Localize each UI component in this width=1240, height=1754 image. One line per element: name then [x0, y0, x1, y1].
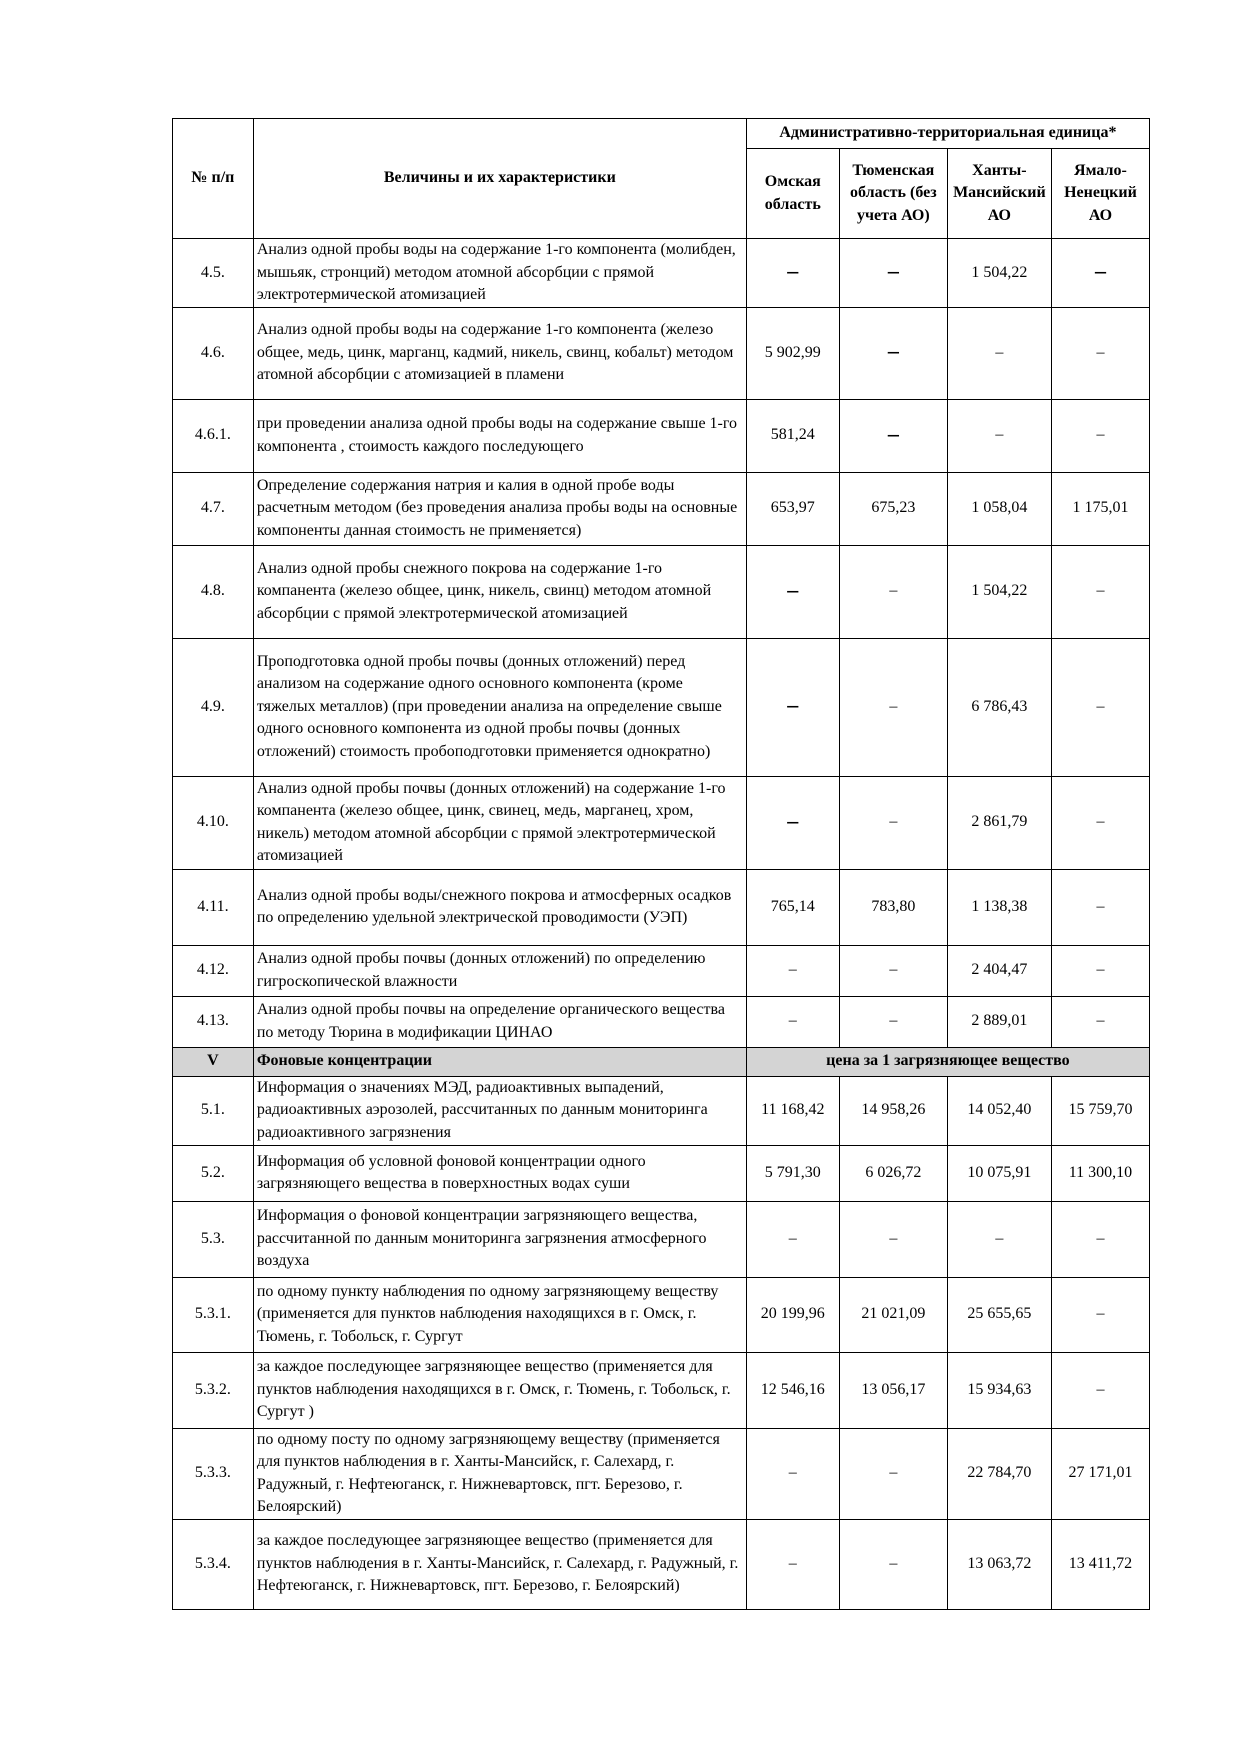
value-text: 765,14: [770, 897, 815, 915]
header-region-tyumen: Тюменская область (без учета АО): [839, 149, 947, 239]
row-number: 5.3.4.: [173, 1519, 254, 1609]
row-value: [839, 945, 947, 996]
row-value: [1051, 945, 1149, 996]
row-value: [839, 776, 947, 869]
value-text: 581,24: [770, 426, 815, 444]
value-text: 13 056,17: [861, 1380, 926, 1398]
row-value: [947, 545, 1051, 638]
row-value: [746, 399, 839, 472]
row-value: [746, 638, 839, 776]
row-value: [1051, 776, 1149, 869]
row-value: [1051, 239, 1149, 308]
row-value: [839, 1076, 947, 1145]
row-number: 5.3.1.: [173, 1277, 254, 1352]
value-text: –: [1096, 343, 1105, 361]
row-number: 4.13.: [173, 996, 254, 1047]
row-description: Информация о значениях МЭД, радиоактивных выпадений, радиоактивных аэрозолей, рассчитанных по данным мониторинга радиоактивного загрязнения: [253, 1076, 746, 1145]
value-text: 11 300,10: [1068, 1163, 1133, 1181]
row-number: 4.5.: [173, 239, 254, 308]
row-description: по одному пункту наблюдения по одному загрязняющему веществу (применяется для пунктов наблюдения находящихся в г. Омск, г. Тюмень, г. Тобольск, г. Сургут: [253, 1277, 746, 1352]
row-value: [947, 307, 1051, 399]
row-value: [839, 1519, 947, 1609]
section-number: V: [173, 1047, 254, 1076]
row-number: 4.8.: [173, 545, 254, 638]
value-text: –: [889, 961, 898, 979]
row-value: [1051, 399, 1149, 472]
row-value: [746, 307, 839, 399]
row-number: 5.3.3.: [173, 1428, 254, 1519]
table-row: [173, 1519, 1150, 1609]
row-value: [1051, 638, 1149, 776]
value-text: –: [889, 1464, 898, 1482]
row-description: Анализ одной пробы почвы (донных отложений) на содержание 1-го компанента (железо общее, цинк, свинец, медь, марганец, хром, никель) методом атомной абсорбции с прямой электротермической атомизацией: [253, 776, 746, 869]
row-number: 4.9.: [173, 638, 254, 776]
row-value: [947, 1145, 1051, 1201]
value-text: –: [1096, 1380, 1105, 1398]
row-value: [1051, 1201, 1149, 1277]
row-description: по одному посту по одному загрязняющему веществу (применяется для пунктов наблюдения в г. Ханты-Мансийск, г. Салехард, г. Радужный, г. Нефтеюганск, г. Нижневартовск, пгт. Березово, г. Белоярский): [253, 1428, 746, 1519]
row-description: за каждое последующее загрязняющее вещество (применяется для пунктов наблюдения находящихся в г. Омск, г. Тюмень, г. Тобольск, г. Сургут ): [253, 1352, 746, 1428]
row-value: [839, 239, 947, 308]
row-description: Информация о фоновой концентрации загрязняющего вещества, рассчитанной по данным мониторинга загрязнения атмосферного воздуха: [253, 1201, 746, 1277]
row-value: [839, 869, 947, 945]
row-value: [1051, 472, 1149, 545]
value-text: 14 958,26: [861, 1101, 926, 1119]
row-number: 5.2.: [173, 1145, 254, 1201]
value-text: –: [887, 258, 899, 283]
value-text: 5 902,99: [764, 343, 821, 361]
value-text: –: [889, 582, 898, 600]
row-value: [1051, 996, 1149, 1047]
value-text: –: [788, 1229, 797, 1247]
value-text: –: [889, 813, 898, 831]
table-row: [173, 239, 1150, 308]
value-text: 22 784,70: [967, 1464, 1032, 1482]
value-text: 10 075,91: [967, 1163, 1032, 1181]
row-description: Анализ одной пробы воды на содержание 1-го компонента (молибден, мышьяк, стронций) методом атомной абсорбции с прямой электротермической атомизацией: [253, 239, 746, 308]
row-value: [1051, 1352, 1149, 1428]
table-row: [173, 545, 1150, 638]
row-value: [839, 472, 947, 545]
row-description: Информация об условной фоновой концентрации одного загрязняющего вещества в поверхностных водах суши: [253, 1145, 746, 1201]
row-value: [839, 1352, 947, 1428]
value-text: 1 175,01: [1072, 499, 1129, 517]
row-value: [947, 239, 1051, 308]
row-value: [947, 1428, 1051, 1519]
table-row: [173, 1352, 1150, 1428]
header-group: Административно-территориальная единица*: [746, 119, 1149, 149]
value-text: –: [889, 697, 898, 715]
row-description: Анализ одной пробы воды/снежного покрова и атмосферных осадков по определению удельной электрической проводимости (УЭП): [253, 869, 746, 945]
row-description: Анализ одной пробы снежного покрова на содержание 1-го компанента (железо общее, цинк, никель, свинц) методом атомной абсорбции с прямой электротермической атомизацией: [253, 545, 746, 638]
value-text: –: [1096, 1305, 1105, 1323]
value-text: –: [1096, 697, 1105, 715]
row-value: [1051, 869, 1149, 945]
row-value: [746, 1519, 839, 1609]
header-description: Величины и их характеристики: [253, 119, 746, 239]
row-value: [947, 399, 1051, 472]
row-value: [1051, 1428, 1149, 1519]
row-value: [839, 638, 947, 776]
table-row: [173, 1076, 1150, 1145]
row-value: [839, 399, 947, 472]
value-text: –: [788, 961, 797, 979]
value-text: 11 168,42: [761, 1101, 825, 1119]
row-value: [746, 869, 839, 945]
row-value: [746, 1428, 839, 1519]
row-description: Анализ одной пробы почвы на определение органического вещества по методу Тюрина в модификации ЦИНАО: [253, 996, 746, 1047]
row-value: [746, 996, 839, 1047]
value-text: –: [1096, 1012, 1105, 1030]
header-region-omsk: Омская область: [746, 149, 839, 239]
row-value: [1051, 1145, 1149, 1201]
table-row: [173, 996, 1150, 1047]
row-number: 5.3.: [173, 1201, 254, 1277]
value-text: –: [787, 807, 799, 833]
row-value: [1051, 307, 1149, 399]
table-row: [173, 869, 1150, 945]
value-text: –: [1096, 582, 1105, 600]
row-value: [839, 1145, 947, 1201]
value-text: –: [889, 1229, 898, 1247]
table-row: [173, 307, 1150, 399]
value-text: –: [1096, 897, 1105, 915]
value-text: –: [887, 420, 899, 446]
row-value: [746, 1145, 839, 1201]
value-text: –: [889, 1012, 898, 1030]
row-number: 4.12.: [173, 945, 254, 996]
value-text: 2 404,47: [971, 961, 1028, 979]
value-text: –: [995, 426, 1004, 444]
row-description: Анализ одной пробы почвы (донных отложений) по определению гигроскопической влажности: [253, 945, 746, 996]
table-row: [173, 638, 1150, 776]
value-text: 25 655,65: [967, 1305, 1032, 1323]
row-value: [746, 472, 839, 545]
row-value: [746, 239, 839, 308]
row-number: 4.11.: [173, 869, 254, 945]
row-description: Определение содержания натрия и калия в одной пробе воды расчетным методом (без проведения анализа пробы воды на основные компоненты данная стоимость не применяется): [253, 472, 746, 545]
row-value: [947, 1277, 1051, 1352]
value-text: 2 861,79: [971, 813, 1028, 831]
value-text: 1 504,22: [971, 263, 1028, 281]
value-text: –: [889, 1554, 898, 1572]
row-value: [947, 638, 1051, 776]
row-number: 4.7.: [173, 472, 254, 545]
value-text: 6 026,72: [865, 1163, 922, 1181]
value-text: 27 171,01: [1068, 1464, 1133, 1482]
value-text: –: [788, 1012, 797, 1030]
value-text: 1 058,04: [971, 499, 1028, 517]
header-region-yanao: Ямало-Ненецкий АО: [1051, 149, 1149, 239]
rates-table: [172, 118, 1150, 1610]
value-text: –: [787, 692, 799, 718]
value-text: 6 786,43: [971, 697, 1028, 715]
table-row: [173, 1277, 1150, 1352]
row-value: [947, 1076, 1051, 1145]
table-row: [173, 945, 1150, 996]
row-value: [947, 869, 1051, 945]
section-title: Фоновые концентрации: [253, 1047, 746, 1076]
row-value: [839, 545, 947, 638]
row-value: [1051, 1076, 1149, 1145]
value-text: 12 546,16: [760, 1380, 825, 1398]
table-row: [173, 776, 1150, 869]
row-value: [839, 307, 947, 399]
row-number: 4.6.: [173, 307, 254, 399]
table-row: [173, 472, 1150, 545]
row-value: [839, 996, 947, 1047]
value-text: 20 199,96: [760, 1305, 825, 1323]
table-header: [173, 119, 1150, 239]
value-text: –: [1096, 813, 1105, 831]
row-value: [746, 776, 839, 869]
row-value: [746, 945, 839, 996]
row-value: [947, 996, 1051, 1047]
row-value: [839, 1428, 947, 1519]
table-body: [173, 239, 1150, 1610]
row-value: [947, 945, 1051, 996]
section-row: [173, 1047, 1150, 1076]
row-value: [1051, 1277, 1149, 1352]
row-number: 4.6.1.: [173, 399, 254, 472]
value-text: 653,97: [770, 499, 815, 517]
table-row: [173, 399, 1150, 472]
value-text: –: [995, 1229, 1004, 1247]
value-text: –: [1094, 258, 1106, 283]
row-value: [1051, 545, 1149, 638]
row-value: [746, 1352, 839, 1428]
row-value: [746, 1277, 839, 1352]
row-value: [947, 1352, 1051, 1428]
row-value: [746, 545, 839, 638]
header-num: № п/п: [173, 119, 254, 239]
value-text: 1 138,38: [971, 897, 1028, 915]
value-text: –: [1096, 426, 1105, 444]
row-description: при проведении анализа одной пробы воды на содержание свыше 1-го компонента , стоимость каждого последующего: [253, 399, 746, 472]
row-value: [839, 1277, 947, 1352]
value-text: 15 759,70: [1068, 1101, 1133, 1119]
row-description: за каждое последующее загрязняющее вещество (применяется для пунктов наблюдения в г. Ханты-Мансийск, г. Салехард, г. Радужный, г. Нефтеюганск, г. Нижневартовск, пгт. Березово, г. Белоярский): [253, 1519, 746, 1609]
value-text: –: [887, 338, 899, 364]
table-row: [173, 1145, 1150, 1201]
row-value: [947, 1201, 1051, 1277]
value-text: –: [995, 343, 1004, 361]
value-text: 783,80: [871, 897, 916, 915]
row-value: [947, 776, 1051, 869]
value-text: 1 504,22: [971, 582, 1028, 600]
table-row: [173, 1201, 1150, 1277]
row-number: 4.10.: [173, 776, 254, 869]
row-number: 5.1.: [173, 1076, 254, 1145]
value-text: –: [1096, 961, 1105, 979]
value-text: 675,23: [871, 499, 916, 517]
value-text: 15 934,63: [967, 1380, 1032, 1398]
row-value: [1051, 1519, 1149, 1609]
section-price-note: цена за 1 загрязняющее вещество: [746, 1047, 1149, 1076]
value-text: 5 791,30: [764, 1163, 821, 1181]
row-value: [947, 1519, 1051, 1609]
row-value: [947, 472, 1051, 545]
value-text: 13 063,72: [967, 1554, 1032, 1572]
row-description: Анализ одной пробы воды на содержание 1-го компонента (железо общее, медь, цинк, марганц, кадмий, никель, свинц, кобальт) методом атомной абсорбции с атомизацией в пламени: [253, 307, 746, 399]
table-row: [173, 1428, 1150, 1519]
row-description: Проподготовка одной пробы почвы (донных отложений) перед анализом на содержание одного основного компонента (кроме тяжелых металлов) (при проведении анализа на определение свыше одного основного компонента из одной пробы почвы (донных отложений) стоимость пробоподготовки применяется однократно): [253, 638, 746, 776]
value-text: –: [788, 1554, 797, 1572]
value-text: –: [788, 1464, 797, 1482]
row-value: [746, 1201, 839, 1277]
value-text: –: [1096, 1229, 1105, 1247]
value-text: 14 052,40: [967, 1101, 1032, 1119]
value-text: 13 411,72: [1068, 1554, 1133, 1572]
value-text: –: [787, 576, 799, 602]
row-number: 5.3.2.: [173, 1352, 254, 1428]
value-text: 2 889,01: [971, 1012, 1028, 1030]
header-region-khmao: Ханты-Мансийский АО: [947, 149, 1051, 239]
value-text: 21 021,09: [861, 1305, 926, 1323]
row-value: [839, 1201, 947, 1277]
value-text: –: [787, 258, 799, 283]
row-value: [746, 1076, 839, 1145]
